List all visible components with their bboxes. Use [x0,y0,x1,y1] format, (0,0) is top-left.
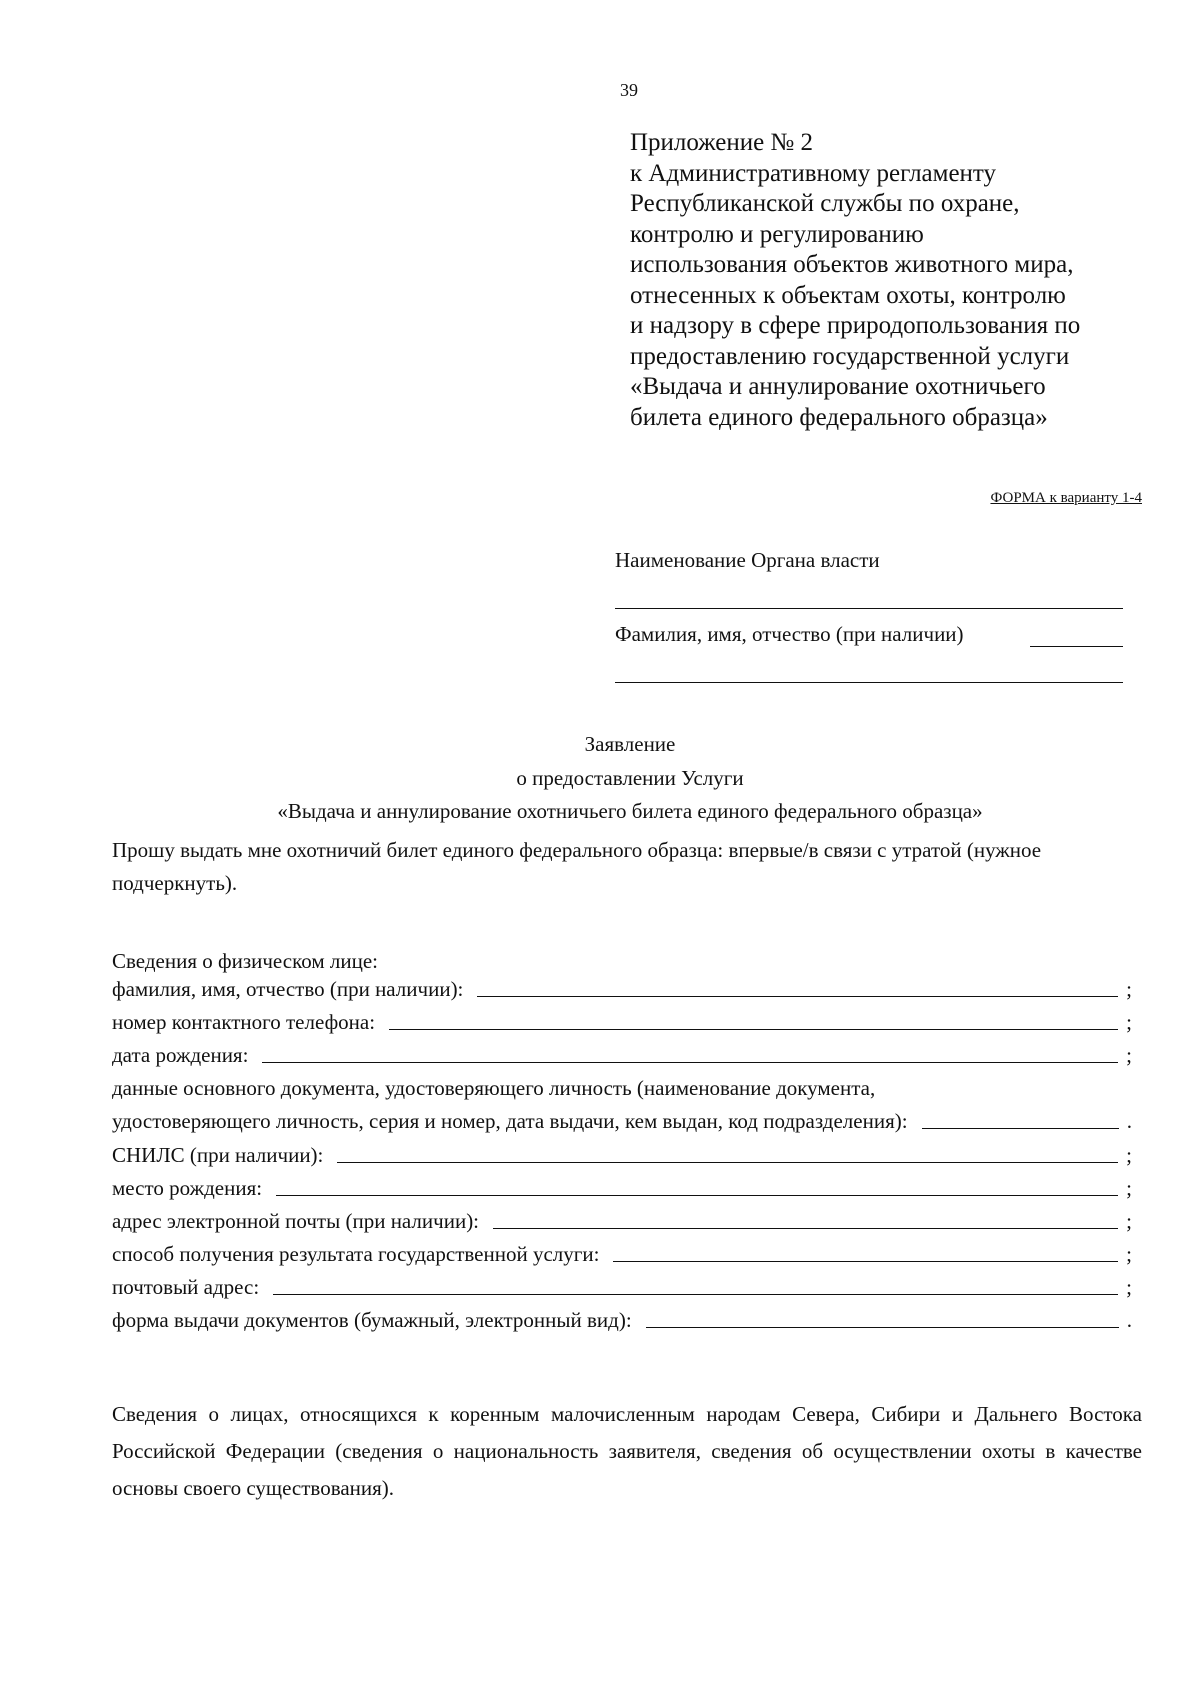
phone-input-line[interactable] [389,1029,1118,1030]
field-snils: СНИЛС (при наличии): ; [112,1143,1132,1167]
appendix-line: Республиканской службы по охране, [630,190,1020,217]
statement-title: Заявление [584,732,676,756]
fio-input-line[interactable] [477,996,1118,997]
field-document-form: форма выдачи документов (бумажный, электронный вид): . [112,1308,1132,1332]
statement-subtitle: о предоставлении Услуги [516,766,744,790]
appendix-line: контролю и регулированию [630,220,924,248]
appendix-line: предоставлению государственной услуги [630,342,1070,370]
field-id-document-line2: удостоверяющего личность, серия и номер, дата выдачи, кем выдан, код подразделения): . [112,1109,1132,1133]
field-birth-place: место рождения: ; [112,1176,1132,1200]
addressee-fio-label: Фамилия, имя, отчество (при наличии) [615,622,964,646]
field-id-document-line1: данные основного документа, удостоверяющего личность (наименование документа, [112,1076,876,1100]
document-form-input-line[interactable] [646,1327,1119,1328]
appendix-line: использования объектов животного мира, [630,251,1074,278]
form-variant-label: ФОРМА к варианту 1-4 [990,490,1142,506]
appendix-block [630,128,1150,433]
appendix-line: «Выдача и аннулирование охотничьего [630,373,1046,400]
birth-date-input-line[interactable] [262,1062,1118,1063]
email-input-line[interactable] [493,1228,1118,1229]
organ-label: Наименование Органа власти [615,548,880,572]
service-name: «Выдача и аннулирование охотничьего билета единого федерального образца» [277,799,983,823]
field-phone: номер контактного телефона: ; [112,1010,1132,1034]
snils-input-line[interactable] [337,1162,1118,1163]
organ-line[interactable] [615,608,1123,609]
addressee-fio-line[interactable] [615,682,1123,683]
id-document-input-line[interactable] [922,1128,1119,1129]
field-fio: фамилия, имя, отчество (при наличии): ; [112,977,1132,1001]
result-method-input-line[interactable] [613,1261,1118,1262]
postal-address-input-line[interactable] [273,1294,1118,1295]
appendix-line: Приложение № 2 [630,129,814,156]
appendix-line: билета единого федерального образца» [630,403,1048,431]
appendix-line: к Административному регламенту [630,159,997,187]
person-heading: Сведения о физическом лице: [112,949,378,973]
indigenous-info-text: Сведения о лицах, относящихся к коренным малочисленным народам Севера, Сибири и Дальнего Востока Российской Федерации (сведения о национальность заявителя, сведения об осуществлении охоты в качестве основы своего существования). [112,1402,1142,1500]
field-email: адрес электронной почты (при наличии): ; [112,1209,1132,1233]
appendix-line: и надзору в сфере природопользования по [630,312,1081,339]
field-birth-date: дата рождения: ; [112,1043,1132,1067]
addressee-fio-line-short[interactable] [1030,646,1123,647]
field-postal-address: почтовый адрес: ; [112,1275,1132,1299]
request-text: Прошу выдать мне охотничий билет единого федерального образца: впервые/в связи с утратой (нужное подчеркнуть). [112,838,1042,895]
page-number: 39 [620,80,638,100]
birth-place-input-line[interactable] [276,1195,1118,1196]
field-result-method: способ получения результата государственной услуги: ; [112,1242,1132,1266]
appendix-line: отнесенных к объектам охоты, контролю [630,281,1066,309]
